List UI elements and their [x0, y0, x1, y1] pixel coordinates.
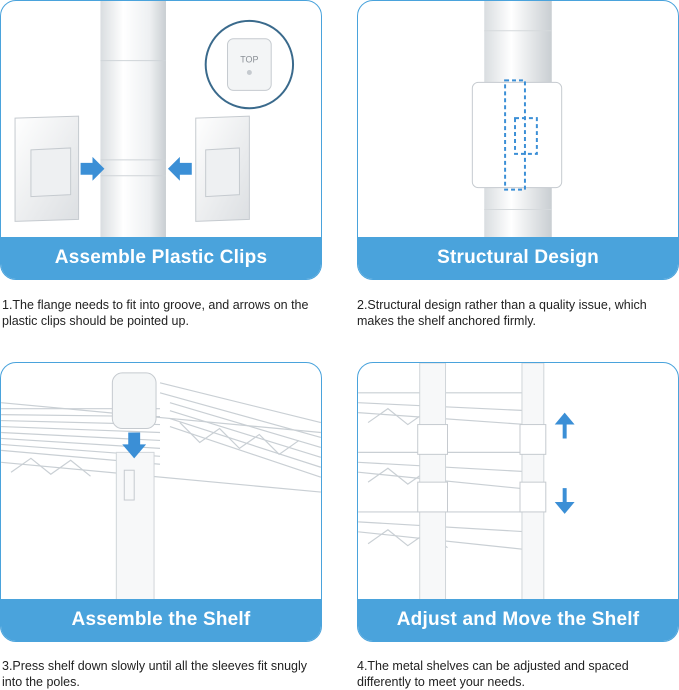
panel-caption: 2.Structural design rather than a quality issue, which makes the shelf anchored firmly.	[357, 298, 647, 328]
panel-title: Assemble Plastic Clips	[1, 237, 321, 279]
arrow-left-icon	[168, 157, 192, 181]
panel-title: Assemble the Shelf	[1, 599, 321, 641]
panel-assemble-plastic-clips	[0, 0, 322, 280]
panel-assemble-the-shelf	[0, 362, 322, 642]
panel-title: Structural Design	[358, 237, 678, 279]
panel-adjust-and-move-the-shelf	[357, 362, 679, 642]
inset-clip-closeup	[206, 21, 293, 108]
panel-title: Adjust and Move the Shelf	[358, 599, 678, 641]
panel-caption: 4.The metal shelves can be adjusted and spaced differently to meet your needs.	[357, 659, 629, 689]
panel-caption: 3.Press shelf down slowly until all the sleeves fit snugly into the poles.	[2, 659, 308, 689]
panel-structural-design	[357, 0, 679, 280]
inset-top-label: TOP	[240, 54, 259, 65]
arrow-up-icon	[555, 413, 575, 439]
panel-caption: 1.The flange needs to fit into groove, and arrows on the plastic clips should be pointed up.	[2, 298, 309, 328]
arrow-down-icon	[555, 488, 575, 514]
